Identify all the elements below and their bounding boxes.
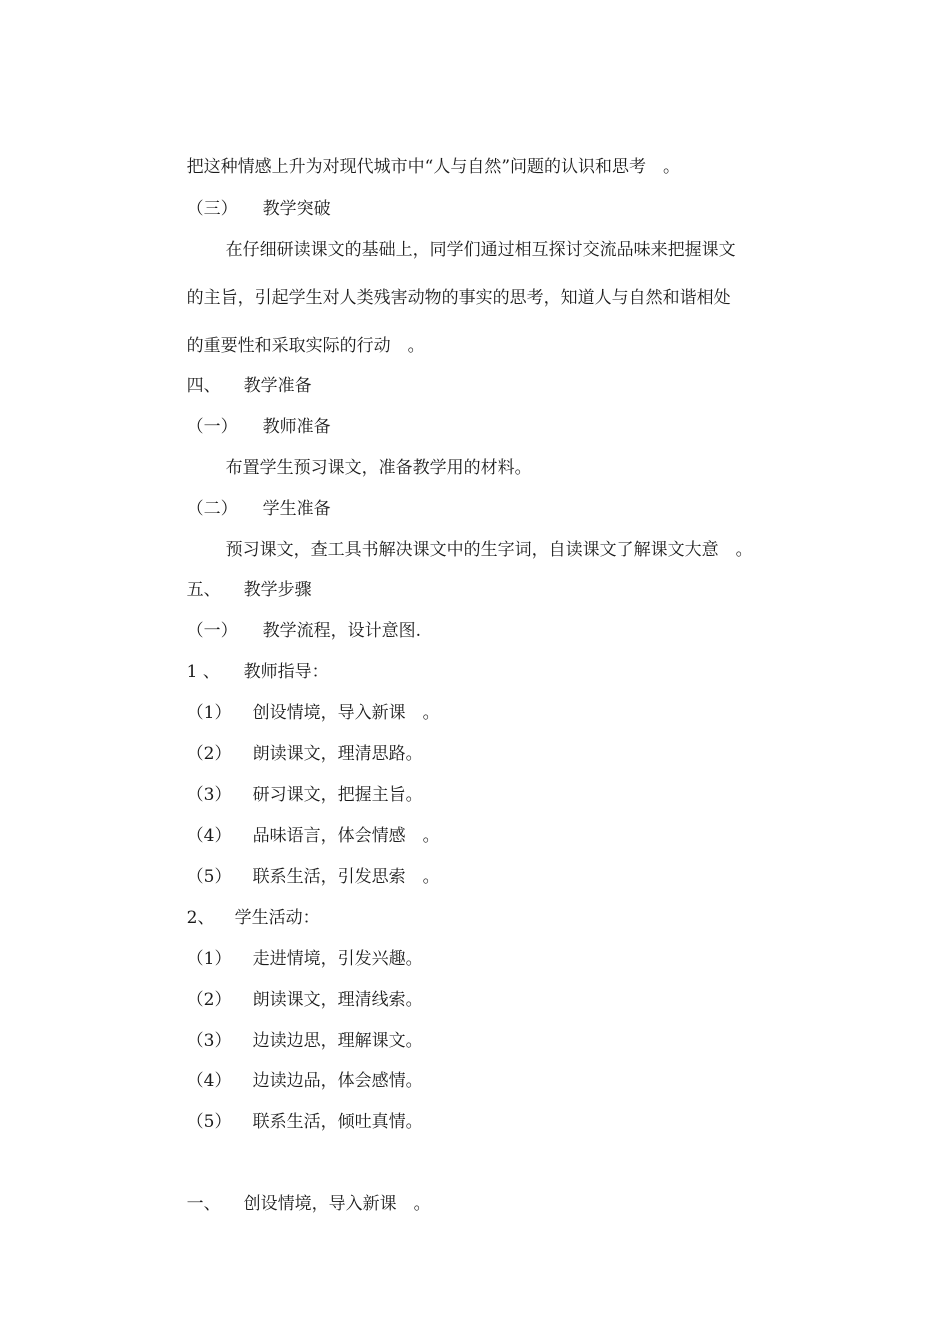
list-marker: （1）	[186, 949, 232, 969]
line-text: 布置学生预习课文，准备教学用的材料。	[225, 458, 532, 478]
heading-text: 教学准备	[243, 376, 312, 396]
list-marker: （4）	[186, 826, 232, 846]
heading-text: 创设情境，导入新课 。	[243, 1194, 431, 1214]
heading-text: 教学流程，设计意图.	[262, 621, 422, 641]
list-item-text: 走进情境，引发兴趣。	[252, 949, 423, 969]
list-marker: （一）	[186, 417, 238, 437]
list-item-text: 研习课文，把握主旨。	[252, 785, 423, 805]
list-marker: （1）	[186, 703, 232, 723]
line-text: 在仔细研读课文的基础上，同学们通过相互探讨交流品味来把握课文	[225, 240, 736, 260]
list-marker: 一、	[186, 1194, 221, 1214]
list-marker: （4）	[186, 1071, 232, 1091]
list-marker: 1 、	[186, 662, 220, 682]
line-text: 的重要性和采取实际的行动 。	[186, 336, 425, 356]
list-marker: 2、	[186, 908, 215, 928]
list-marker: （一）	[186, 621, 238, 641]
heading-text: 教学步骤	[243, 580, 312, 600]
line-text: 预习课文，查工具书解决课文中的生字词，自读课文了解课文大意 。	[225, 540, 753, 560]
list-item-text: 联系生活，倾吐真情。	[252, 1112, 423, 1132]
list-marker: （5）	[186, 1112, 232, 1132]
list-item-text: 边读边品，体会感情。	[252, 1071, 423, 1091]
list-marker: （二）	[186, 499, 238, 519]
line-text: 把这种情感上升为对现代城市中“人与自然”问题的认识和思考 。	[186, 157, 681, 177]
list-marker: （2）	[186, 744, 232, 764]
heading-text: 教师指导：	[243, 662, 329, 682]
list-marker: （3）	[186, 1031, 232, 1051]
list-item-text: 联系生活，引发思索 。	[252, 867, 440, 887]
line-text: 的主旨，引起学生对人类残害动物的事实的思考，知道人与自然和谐相处	[186, 288, 731, 308]
list-marker: （3）	[186, 785, 232, 805]
section-heading-create-context	[165, 1171, 431, 1237]
list-item-text: 朗读课文，理清线索。	[252, 990, 423, 1010]
list-marker: （5）	[186, 867, 232, 887]
list-item	[165, 1089, 423, 1155]
heading-text: 学生准备	[262, 499, 331, 519]
list-item-text: 品味语言，体会情感 。	[252, 826, 440, 846]
list-item-text: 朗读课文，理清思路。	[252, 744, 423, 764]
list-marker: 五、	[186, 580, 221, 600]
list-marker: 四、	[186, 376, 221, 396]
heading-text: 教师准备	[262, 417, 331, 437]
list-marker: （2）	[186, 990, 232, 1010]
list-marker: （三）	[186, 199, 238, 219]
list-item-text: 创设情境，导入新课 。	[252, 703, 440, 723]
heading-text: 教学突破	[262, 199, 331, 219]
heading-text: 学生活动：	[234, 908, 320, 928]
list-item-text: 边读边思，理解课文。	[252, 1031, 423, 1051]
